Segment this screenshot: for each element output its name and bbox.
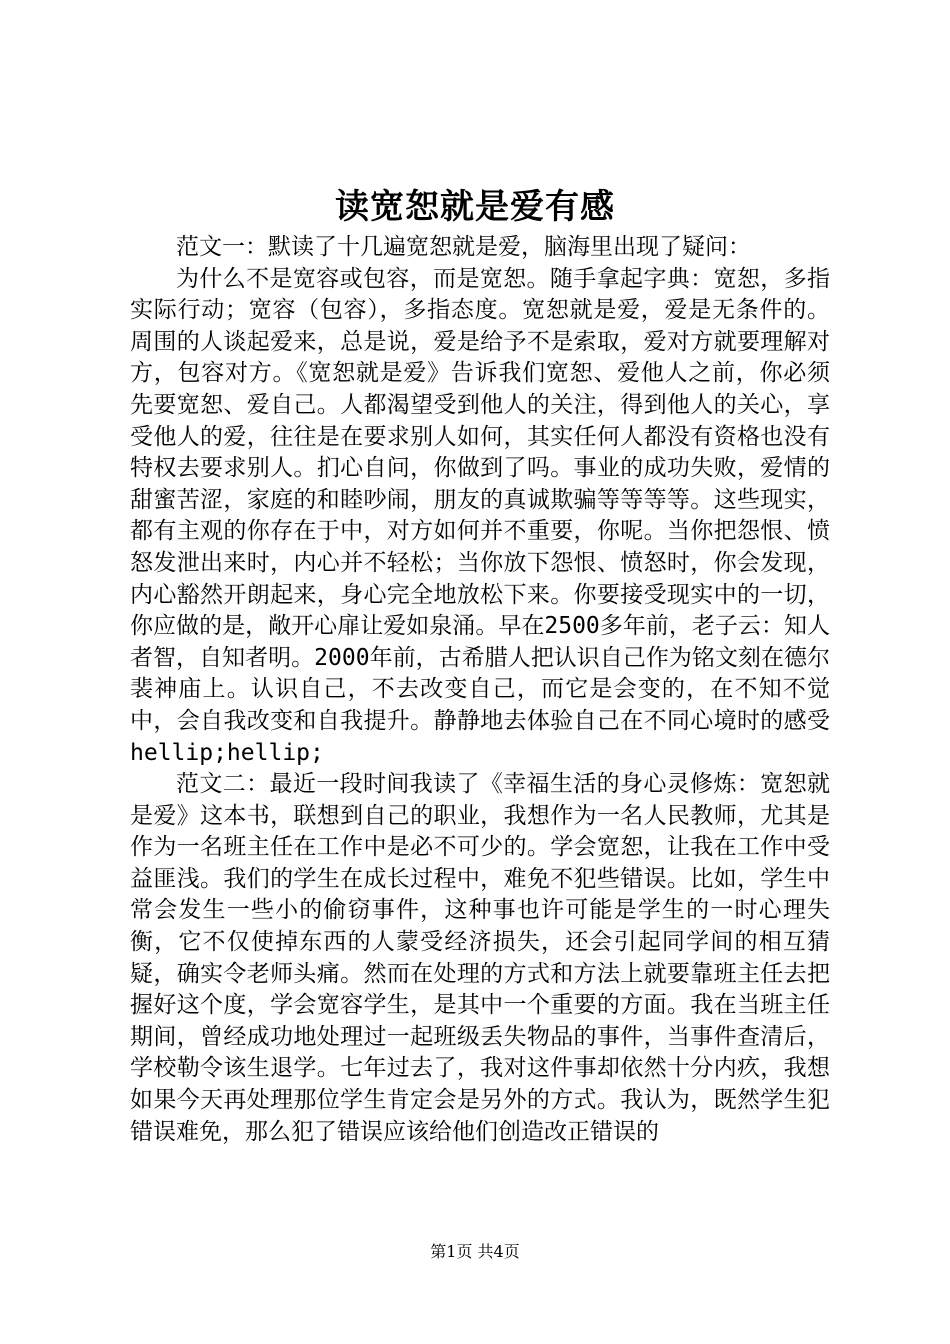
paragraph-essay-two: 范文二：最近一段时间我读了《幸福生活的身心灵修炼：宽恕就是爱》这本书，联想到自己的职业，我想作为一名人民教师，尤其是作为一名班主任在工作中是必不可少的。学会宽恕，让我在工作中受益匪浅。我们的学生在成长过程中，难免不犯些错误。比如，学生中常会发生一些小的偷窃事件，这种事也许可能是学生的一时心理失衡，它不仅使掉东西的人蒙受经济损失，还会引起同学间的相互猜疑，确实令老师头痛。然而在处理的方式和方法上就要靠班主任去把握好这个度，学会宽容学生，是其中一个重要的方面。我在当班主任期间，曾经成功地处理过一起班级丢失物品的事件，当事件查清后，学校勒令该生退学。七年过去了，我对这件事却依然十分内疚，我想如果今天再处理那位学生肯定会是另外的方式。我认为，既然学生犯错误难免，那么犯了错误应该给他们创造改正错误的 — [130, 771, 830, 1145]
paragraph-essay-one: 为什么不是宽容或包容，而是宽恕。随手拿起字典：宽恕，多指实际行动；宽容（包容），多指态度。宽恕就是爱，爱是无条件的。周围的人谈起爱来，总是说，爱是给予不是索取，爱对方就要理解对方，包容对方。《宽恕就是爱》告诉我们宽恕、爱他人之前，你必须先要宽恕、爱自己。人都渴望受到他人的关注，得到他人的关心，享受他人的爱，往往是在要求别人如何，其实任何人都没有资格也没有特权去要求别人。扪心自问，你做到了吗。事业的成功失败，爱情的甜蜜苦涩，家庭的和睦吵闹，朋友的真诚欺骗等等等等。这些现实，都有主观的你存在于中，对方如何并不重要，你呢。当你把怨恨、愤怒发泄出来时，内心并不轻松；当你放下怨恨、愤怒时，你会发现，内心豁然开朗起来，身心完全地放松下来。你要接受现实中的一切，你应做的是，敞开心扉让爱如泉涌。早在2500多年前，老子云：知人者智，自知者明。2000年前，古希腊人把认识自己作为铭文刻在德尔裴神庙上。认识自己，不去改变自己，而它是会变的，在不知不觉中，会自我改变和自我提升。静静地去体验自己在不同心境时的感受hellip;hellip; — [130, 265, 830, 766]
document-body — [130, 232, 830, 1148]
document-title: 读宽恕就是爱有感 — [335, 187, 615, 227]
paragraph-intro: 范文一：默读了十几遍宽恕就是爱，脑海里出现了疑问： — [176, 234, 751, 260]
page-footer: 第1页 共4页 — [430, 1242, 520, 1261]
